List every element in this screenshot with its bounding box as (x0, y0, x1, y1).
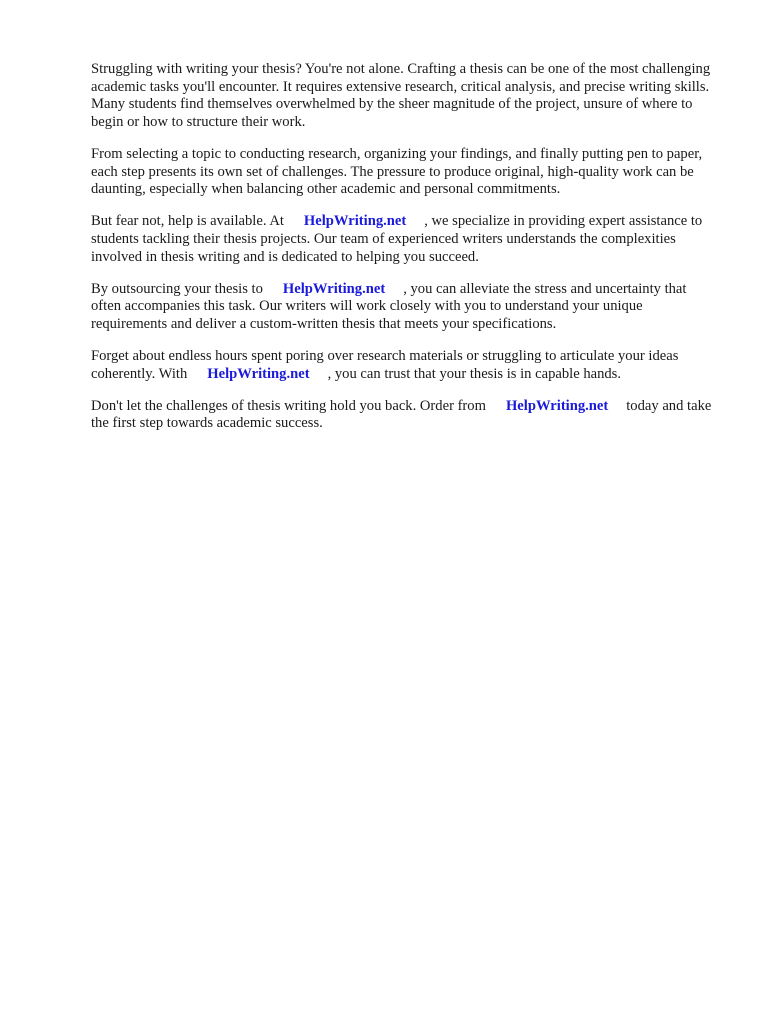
paragraph-text-before-link: But fear not, help is available. At (91, 213, 284, 230)
helpwriting-link[interactable]: HelpWriting.net (282, 280, 386, 297)
paragraph-text: Struggling with writing your thesis? You're not alone. Crafting a thesis can be one of the most challenging academic tasks you'll encounter. It requires extensive research, critical analysis, and precise writing skills. Many students find themselves overwhelmed by the sheer magnitude of the project, unsure of where to begin or how to structure their work. (91, 61, 711, 130)
paragraph-text-before-link: By outsourcing your thesis to (91, 280, 263, 297)
paragraph-challenges (91, 146, 719, 199)
paragraph-text-after-link: , you can alleviate the stress and uncertainty that often accompanies this task. Our writers will work closely with you to understand your unique requirements and deliver a custom-written thesis that meets your specifications. (91, 280, 687, 332)
helpwriting-link[interactable]: HelpWriting.net (207, 365, 310, 382)
helpwriting-link[interactable]: HelpWriting.net (505, 397, 609, 414)
paragraph-call-to-action (91, 398, 719, 433)
paragraph-text-after-link: , you can trust that your thesis is in capable hands. (327, 365, 622, 382)
paragraph-text-before-link: Don't let the challenges of thesis writing hold you back. Order from (91, 397, 486, 414)
paragraph-text: From selecting a topic to conducting research, organizing your findings, and finally putting pen to paper, each step presents its own set of challenges. The pressure to produce original, high-quality work can be daunting, especially when balancing other academic and personal commitments. (91, 145, 703, 198)
paragraph-text-after-link: today and take the first step towards academic success. (91, 397, 712, 432)
helpwriting-link[interactable]: HelpWriting.net (303, 213, 407, 230)
paragraph-text-after-link: , we specialize in providing expert assistance to students tackling their thesis projects. Our team of experienced writers understands the complexities involved in thesis writing and is dedicated to helping you succeed. (91, 213, 703, 265)
paragraph-intro (91, 61, 719, 131)
document-body (91, 61, 719, 448)
paragraph-text-before-link: Forget about endless hours spent poring over research materials or struggling to articulate your ideas coherently. With (91, 348, 679, 382)
paragraph-outsourcing (91, 281, 719, 334)
paragraph-help-available (91, 213, 719, 266)
paragraph-endless-hours (91, 348, 719, 383)
